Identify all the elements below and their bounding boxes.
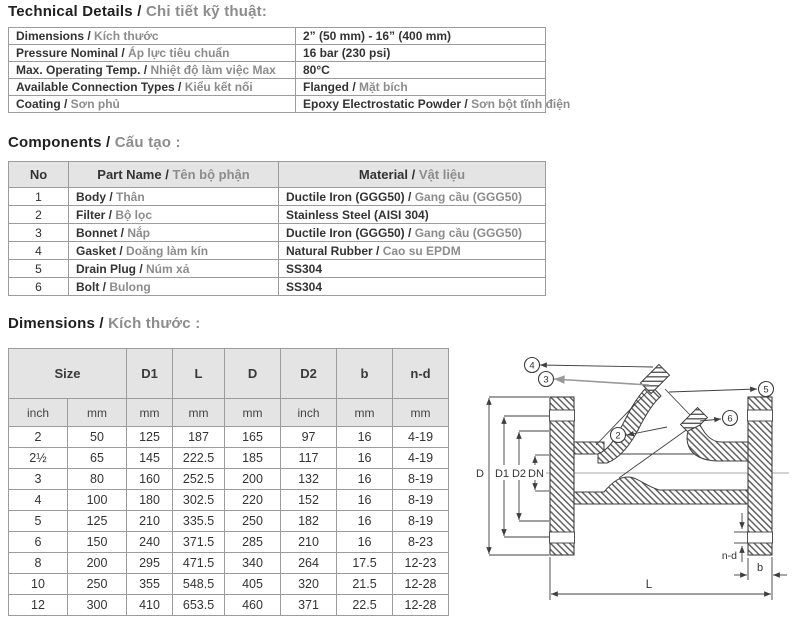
- component-material: Stainless Steel (AISI 304): [279, 206, 546, 224]
- tech-detail-label: Available Connection Types / Kiểu kết nối: [9, 79, 296, 96]
- tech-detail-value: 16 bar (230 psi): [296, 45, 546, 62]
- dimension-value: 117: [281, 448, 337, 469]
- dimension-value: 471.5: [173, 553, 225, 574]
- left-flange-bolt-hole-bottom: [550, 532, 575, 543]
- component-material: Ductile Iron (GGG50) / Gang cầu (GGG50): [279, 224, 546, 242]
- tech-detail-row: [9, 79, 546, 96]
- dim-sub-2: mm: [127, 399, 173, 427]
- dimension-row: [9, 490, 449, 511]
- dimension-value: 80: [68, 469, 127, 490]
- component-part-name: Body / Thân: [69, 188, 279, 206]
- dimension-value: 97: [281, 427, 337, 448]
- dimension-value: 165: [225, 427, 281, 448]
- tech-detail-label: Pressure Nominal / Áp lực tiêu chuẩn: [9, 45, 296, 62]
- dimensions-subheader-row: [9, 399, 449, 427]
- dimension-value: 100: [68, 490, 127, 511]
- dimension-value: 21.5: [337, 574, 393, 595]
- technical-details-title-en: Technical Details /: [8, 3, 146, 20]
- dimension-value: 295: [127, 553, 173, 574]
- dimension-value: 12-23: [393, 553, 449, 574]
- dimension-value: 187: [173, 427, 225, 448]
- technical-details-heading: [8, 3, 267, 20]
- callout-3: [539, 372, 650, 387]
- component-row: [9, 206, 546, 224]
- dimension-value: 6: [9, 532, 68, 553]
- component-material: Natural Rubber / Cao su EPDM: [279, 242, 546, 260]
- component-row: [9, 188, 546, 206]
- label-nd: n-d: [721, 550, 737, 562]
- dimension-value: 16: [337, 448, 393, 469]
- dimension-value: 10: [9, 574, 68, 595]
- dimension-value: 355: [127, 574, 173, 595]
- svg-text:2: 2: [615, 430, 621, 442]
- dimension-value: 12-28: [393, 595, 449, 616]
- component-row: [9, 242, 546, 260]
- dimension-value: 182: [281, 511, 337, 532]
- right-flange-bolt-hole-bottom: [748, 532, 773, 543]
- component-no: 4: [9, 242, 69, 260]
- dimension-value: 371: [281, 595, 337, 616]
- dimension-value: 132: [281, 469, 337, 490]
- dimension-value: 180: [127, 490, 173, 511]
- top-wall-left: [574, 442, 604, 454]
- dimension-value: 150: [68, 532, 127, 553]
- right-flange-bolt-hole-top: [748, 410, 773, 421]
- component-row: [9, 224, 546, 242]
- left-flange-bolt-hole-top: [550, 410, 575, 421]
- dimension-value: 22.5: [337, 595, 393, 616]
- dimension-value: 250: [225, 511, 281, 532]
- diameter-dimension-labels: [473, 465, 546, 480]
- dim-header-d2: D2: [281, 349, 337, 399]
- dim-sub-5: inch: [281, 399, 337, 427]
- dim-header-size: Size: [9, 349, 127, 399]
- component-part-name: Gasket / Doăng làm kín: [69, 242, 279, 260]
- component-row: [9, 260, 546, 278]
- dimension-value: 152: [281, 490, 337, 511]
- components-header-material: Material / Vật liệu: [279, 162, 546, 188]
- tech-detail-label: Coating / Sơn phủ: [9, 96, 296, 113]
- dim-sub-3: mm: [173, 399, 225, 427]
- dimension-value: 200: [225, 469, 281, 490]
- dimension-value: 8-23: [393, 532, 449, 553]
- dimension-value: 8-19: [393, 511, 449, 532]
- label-DN: DN: [528, 468, 544, 480]
- tech-detail-row: [9, 62, 546, 79]
- dimension-value: 548.5: [173, 574, 225, 595]
- component-material: SS304: [279, 278, 546, 296]
- svg-text:3: 3: [543, 374, 549, 386]
- component-part-name: Bonnet / Nắp: [69, 224, 279, 242]
- label-L: L: [645, 579, 653, 591]
- dimensions-title-en: Dimensions /: [8, 315, 109, 332]
- dimension-value: 125: [127, 427, 173, 448]
- label-D: D: [476, 468, 484, 480]
- component-part-name: Drain Plug / Núm xả: [69, 260, 279, 278]
- dimension-value: 16: [337, 469, 393, 490]
- tech-detail-row: [9, 45, 546, 62]
- callout-5: [669, 382, 774, 397]
- dimension-value: 4-19: [393, 427, 449, 448]
- dimension-value: 16: [337, 511, 393, 532]
- component-no: 3: [9, 224, 69, 242]
- dimension-value: 210: [127, 511, 173, 532]
- tech-detail-row: [9, 96, 546, 113]
- dimension-value: 220: [225, 490, 281, 511]
- dimensions-header-row: [9, 349, 449, 399]
- right-flange: [748, 397, 773, 555]
- dimension-value: 4-19: [393, 448, 449, 469]
- dimension-value: 125: [68, 511, 127, 532]
- dimension-row: [9, 532, 449, 553]
- component-no: 5: [9, 260, 69, 278]
- filter-line-upper: [665, 389, 691, 416]
- component-no: 6: [9, 278, 69, 296]
- gooseneck-arm: [598, 384, 661, 463]
- tech-detail-value: Flanged / Mặt bích: [296, 79, 546, 96]
- dimension-value: 300: [68, 595, 127, 616]
- dimension-value: 405: [225, 574, 281, 595]
- dimensions-table: [8, 348, 449, 616]
- dimension-value: 8: [9, 553, 68, 574]
- dimension-value: 250: [68, 574, 127, 595]
- tech-detail-value: 80°C: [296, 62, 546, 79]
- tech-detail-value: Epoxy Electrostatic Powder / Sơn bột tĩnh điện: [296, 96, 546, 113]
- dimension-value: 145: [127, 448, 173, 469]
- components-header-row: [9, 162, 546, 188]
- dimension-value: 302.5: [173, 490, 225, 511]
- svg-text:4: 4: [529, 360, 535, 372]
- dim-header-b: b: [337, 349, 393, 399]
- dimension-row: [9, 553, 449, 574]
- dimension-value: 653.5: [173, 595, 225, 616]
- dimension-value: 8-19: [393, 469, 449, 490]
- tech-detail-value: 2” (50 mm) - 16” (400 mm): [296, 28, 546, 45]
- length-dimension: [550, 557, 772, 600]
- dimension-value: 200: [68, 553, 127, 574]
- component-row: [9, 278, 546, 296]
- dimension-row: [9, 448, 449, 469]
- dimension-value: 12-28: [393, 574, 449, 595]
- dimension-row: [9, 469, 449, 490]
- dimension-value: 16: [337, 490, 393, 511]
- dim-sub-1: mm: [68, 399, 127, 427]
- tech-detail-label: Dimensions / Kích thước: [9, 28, 296, 45]
- dimension-value: 371.5: [173, 532, 225, 553]
- dimension-value: 17.5: [337, 553, 393, 574]
- dim-header-d1: D1: [127, 349, 173, 399]
- technical-details-title-vi: Chi tiết kỹ thuật:: [145, 3, 268, 20]
- label-D2: D2: [511, 468, 527, 480]
- component-material: SS304: [279, 260, 546, 278]
- dimension-value: 185: [225, 448, 281, 469]
- dimension-value: 335.5: [173, 511, 225, 532]
- dimension-value: 410: [127, 595, 173, 616]
- components-title-vi: Cấu tạo :: [114, 134, 181, 151]
- component-part-name: Bolt / Bulong: [69, 278, 279, 296]
- dimension-value: 16: [337, 532, 393, 553]
- svg-text:5: 5: [763, 384, 769, 396]
- dimension-value: 2½: [9, 448, 68, 469]
- dimension-value: 50: [68, 427, 127, 448]
- dimension-row: [9, 595, 449, 616]
- dimension-value: 285: [225, 532, 281, 553]
- tech-detail-label: Max. Operating Temp. / Nhiệt độ làm việc Max: [9, 62, 296, 79]
- component-part-name: Filter / Bộ lọc: [69, 206, 279, 224]
- dimension-value: 65: [68, 448, 127, 469]
- svg-text:6: 6: [727, 413, 733, 425]
- dim-sub-4: mm: [225, 399, 281, 427]
- dimension-value: 320: [281, 574, 337, 595]
- technical-details-table: [8, 27, 571, 113]
- components-heading: [8, 134, 181, 151]
- dimension-value: 4: [9, 490, 68, 511]
- dimension-value: 264: [281, 553, 337, 574]
- strainer-drawing-svg: [457, 332, 793, 625]
- tech-detail-row: [9, 28, 546, 45]
- dimensions-body: [9, 427, 449, 616]
- callout-4: [525, 358, 654, 373]
- component-no: 1: [9, 188, 69, 206]
- dim-sub-7: mm: [393, 399, 449, 427]
- dim-header-d: D: [225, 349, 281, 399]
- components-table: [8, 161, 546, 296]
- dimension-value: 12: [9, 595, 68, 616]
- dimension-value: 340: [225, 553, 281, 574]
- dimension-value: 240: [127, 532, 173, 553]
- left-flange: [550, 397, 575, 555]
- dimension-value: 210: [281, 532, 337, 553]
- dimensions-heading: [8, 315, 200, 332]
- technical-details-body: [9, 28, 571, 113]
- label-D1: D1: [494, 468, 510, 480]
- dimension-value: 222.5: [173, 448, 225, 469]
- dimension-value: 8-19: [393, 490, 449, 511]
- components-header-no: No: [9, 162, 69, 188]
- component-material: Ductile Iron (GGG50) / Gang cầu (GGG50): [279, 188, 546, 206]
- dimension-value: 16: [337, 427, 393, 448]
- dim-header-nd: n-d: [393, 349, 449, 399]
- component-no: 2: [9, 206, 69, 224]
- dimensions-title-vi: Kích thước :: [108, 315, 201, 332]
- dimension-value: 5: [9, 511, 68, 532]
- dimension-row: [9, 511, 449, 532]
- dimension-value: 460: [225, 595, 281, 616]
- dim-header-l: L: [173, 349, 225, 399]
- components-title-en: Components /: [8, 134, 115, 151]
- dim-sub-6: mm: [337, 399, 393, 427]
- dim-sub-0: inch: [9, 399, 68, 427]
- components-header-part: Part Name / Tên bộ phận: [69, 162, 279, 188]
- label-b: b: [756, 562, 764, 574]
- dimension-value: 160: [127, 469, 173, 490]
- strainer-drawing: [457, 332, 793, 625]
- dimension-value: 252.5: [173, 469, 225, 490]
- dimension-row: [9, 427, 449, 448]
- components-body: [9, 188, 546, 296]
- bottom-wall: [574, 477, 748, 504]
- dimension-value: 2: [9, 427, 68, 448]
- dimension-value: 3: [9, 469, 68, 490]
- top-wall-right: [687, 425, 748, 461]
- dimension-row: [9, 574, 449, 595]
